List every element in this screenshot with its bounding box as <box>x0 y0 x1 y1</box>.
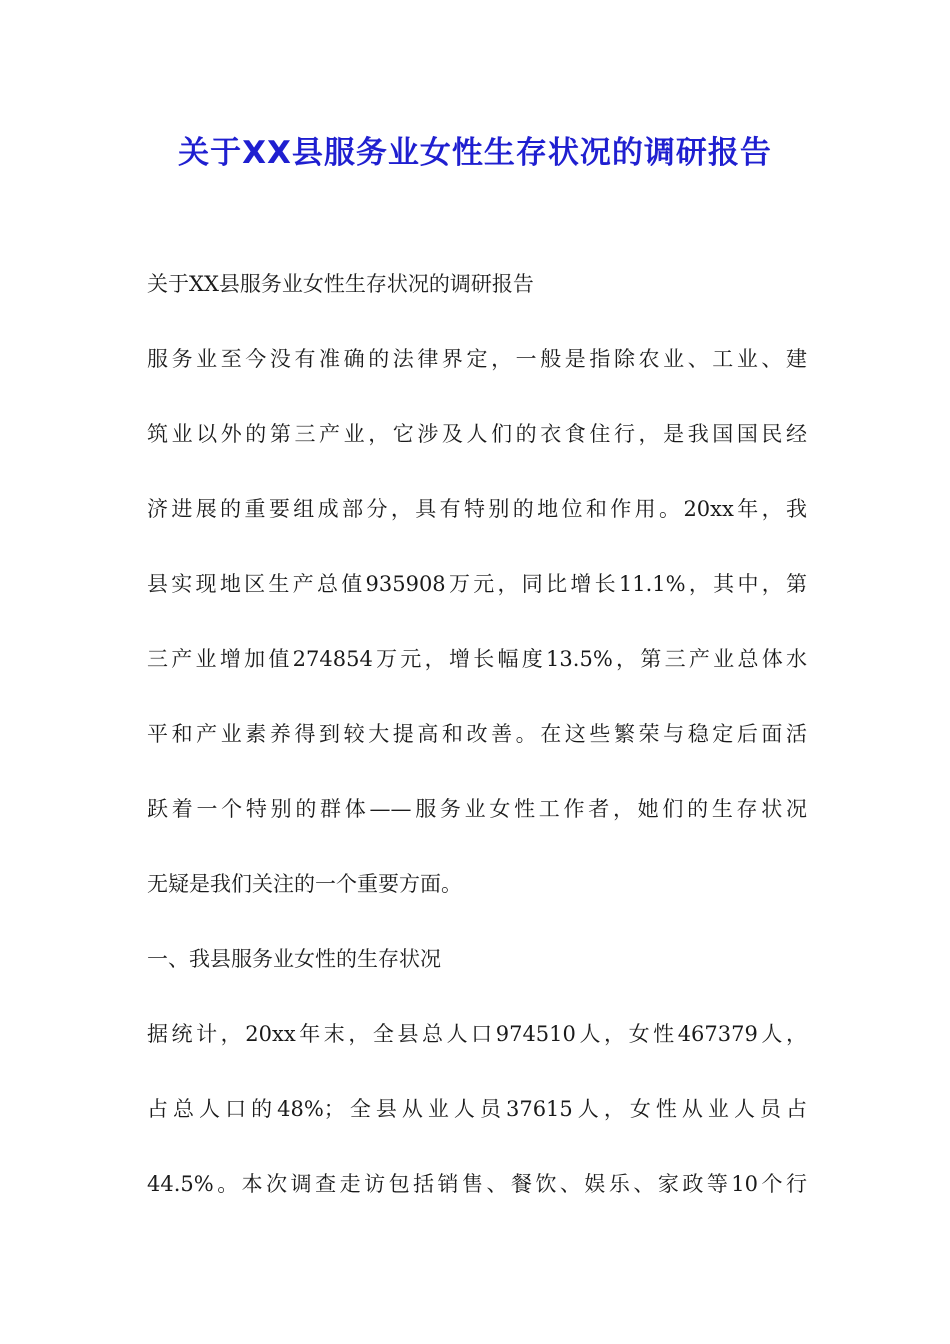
text-line: 占总人口的48%；全县从业人员37615人，女性从业人员占 <box>147 1097 807 1121</box>
document-body <box>147 261 807 1236</box>
text-line: 无疑是我们关注的一个重要方面。 <box>147 872 462 896</box>
text-line: 县实现地区生产总值935908万元，同比增长11.1%，其中，第 <box>147 572 807 596</box>
section-heading: 一、我县服务业女性的生存状况 <box>147 947 441 971</box>
text-line: 44.5%。本次调查走访包括销售、餐饮、娱乐、家政等10个行 <box>147 1172 807 1196</box>
text-line: 服务业至今没有准确的法律界定，一般是指除农业、工业、建 <box>147 347 807 371</box>
text-line: 据统计，20xx年末，全县总人口974510人，女性467379人， <box>147 1022 807 1046</box>
text-line: 三产业增加值274854万元，增长幅度13.5%，第三产业总体水 <box>147 647 807 671</box>
document-title: 关于XX县服务业女性生存状况的调研报告 <box>178 135 772 171</box>
text-line-subtitle: 关于XX县服务业女性生存状况的调研报告 <box>147 272 534 296</box>
text-line: 济进展的重要组成部分，具有特别的地位和作用。20xx年，我 <box>147 497 807 521</box>
text-line: 跃着一个特别的群体——服务业女性工作者，她们的生存状况 <box>147 797 807 821</box>
text-line: 平和产业素养得到较大提高和改善。在这些繁荣与稳定后面活 <box>147 722 807 746</box>
text-line: 筑业以外的第三产业，它涉及人们的衣食住行，是我国国民经 <box>147 422 807 446</box>
